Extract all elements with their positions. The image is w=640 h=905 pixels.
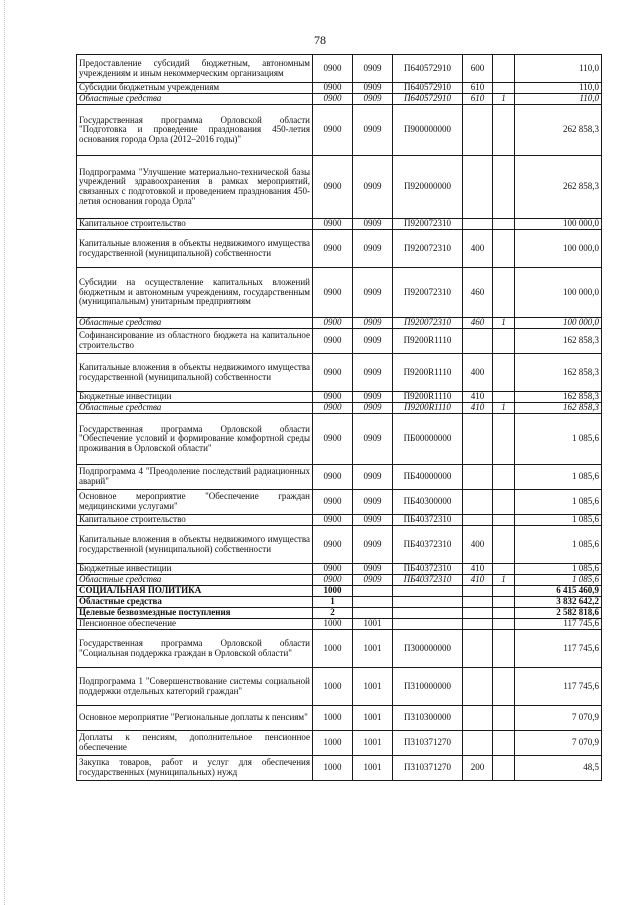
- target-article-cell: П9200R1110: [393, 392, 463, 403]
- subsection-code-cell: [353, 586, 393, 597]
- table-row: [77, 55, 602, 83]
- subsection-code-cell: 1001: [353, 731, 393, 756]
- table-row: [77, 526, 602, 564]
- amount-cell: 1 085,6: [515, 564, 602, 575]
- page-number: 78: [314, 33, 326, 47]
- amount-cell: 1 085,6: [515, 490, 602, 515]
- row-name-cell: Государственная программа Орловской области "Социальная поддержка граждан в Орловской области": [77, 630, 313, 668]
- target-article-cell: ПБ40372310: [393, 515, 463, 526]
- table-row: [77, 414, 602, 465]
- row-name-cell: Бюджетные инвестиции: [77, 564, 313, 575]
- section-code-cell: 1000: [313, 619, 353, 630]
- section-code-cell: 0900: [313, 392, 353, 403]
- source-code-cell: 1: [493, 575, 515, 586]
- subsection-code-cell: 0909: [353, 268, 393, 318]
- amount-cell: 1 085,6: [515, 515, 602, 526]
- row-name-cell: Областные средства: [77, 575, 313, 586]
- subsection-code-cell: 0909: [353, 83, 393, 94]
- section-code-cell: 0900: [313, 268, 353, 318]
- amount-cell: 6 415 460,9: [515, 586, 602, 597]
- row-name-cell: Бюджетные инвестиции: [77, 392, 313, 403]
- subsection-code-cell: 0909: [353, 414, 393, 465]
- table-body: [77, 55, 602, 781]
- target-article-cell: ПБ40372310: [393, 564, 463, 575]
- expense-type-cell: [463, 105, 493, 156]
- section-code-cell: 1000: [313, 756, 353, 781]
- amount-cell: 1 085,6: [515, 465, 602, 490]
- row-name-cell: Капитальные вложения в объекты недвижимого имущества государственной (муниципальной) собственности: [77, 354, 313, 392]
- table-row: [77, 329, 602, 354]
- amount-cell: 100 000,0: [515, 318, 602, 329]
- section-code-cell: 1000: [313, 706, 353, 731]
- section-code-cell: 1000: [313, 731, 353, 756]
- target-article-cell: П9200R1110: [393, 354, 463, 392]
- expense-type-cell: 600: [463, 55, 493, 83]
- section-code-cell: 0900: [313, 354, 353, 392]
- expense-type-cell: [463, 515, 493, 526]
- source-code-cell: [493, 526, 515, 564]
- subsection-code-cell: 0909: [353, 490, 393, 515]
- target-article-cell: П9200R1110: [393, 329, 463, 354]
- target-article-cell: ПБ40372310: [393, 526, 463, 564]
- subsection-code-cell: [353, 597, 393, 608]
- subsection-code-cell: 0909: [353, 156, 393, 219]
- row-name-cell: Субсидии бюджетным учреждениям: [77, 83, 313, 94]
- source-code-cell: [493, 515, 515, 526]
- table-row: [77, 731, 602, 756]
- section-code-cell: 0900: [313, 219, 353, 230]
- section-code-cell: 0900: [313, 515, 353, 526]
- source-code-cell: [493, 586, 515, 597]
- source-code-cell: [493, 608, 515, 619]
- section-code-cell: 1000: [313, 630, 353, 668]
- subsection-code-cell: 1001: [353, 630, 393, 668]
- expense-type-cell: 400: [463, 526, 493, 564]
- table-row: [77, 219, 602, 230]
- section-code-cell: 2: [313, 608, 353, 619]
- scan-margin-line: [4, 0, 6, 905]
- source-code-cell: [493, 465, 515, 490]
- target-article-cell: [393, 608, 463, 619]
- target-article-cell: П640572910: [393, 55, 463, 83]
- target-article-cell: [393, 586, 463, 597]
- amount-cell: 1 085,6: [515, 526, 602, 564]
- subsection-code-cell: 1001: [353, 706, 393, 731]
- table-row: [77, 465, 602, 490]
- subsection-code-cell: 0909: [353, 318, 393, 329]
- row-name-cell: Капитальные вложения в объекты недвижимого имущества государственной (муниципальной) собственности: [77, 230, 313, 268]
- section-code-cell: 0900: [313, 403, 353, 414]
- table-row: [77, 515, 602, 526]
- amount-cell: 2 582 818,6: [515, 608, 602, 619]
- table-row: [77, 756, 602, 781]
- source-code-cell: [493, 105, 515, 156]
- section-code-cell: 0900: [313, 105, 353, 156]
- amount-cell: 117 745,6: [515, 630, 602, 668]
- subsection-code-cell: 0909: [353, 403, 393, 414]
- row-name-cell: Подпрограмма 4 "Преодоление последствий радиационных аварий": [77, 465, 313, 490]
- target-article-cell: П310371270: [393, 731, 463, 756]
- source-code-cell: [493, 83, 515, 94]
- expense-type-cell: [463, 586, 493, 597]
- target-article-cell: П920072310: [393, 318, 463, 329]
- amount-cell: 110,0: [515, 94, 602, 105]
- target-article-cell: П920000000: [393, 156, 463, 219]
- table-row: [77, 156, 602, 219]
- subsection-code-cell: 0909: [353, 105, 393, 156]
- expense-type-cell: 460: [463, 318, 493, 329]
- expense-type-cell: 400: [463, 354, 493, 392]
- table-row: [77, 619, 602, 630]
- expense-type-cell: 410: [463, 564, 493, 575]
- subsection-code-cell: 0909: [353, 219, 393, 230]
- amount-cell: 117 745,6: [515, 619, 602, 630]
- target-article-cell: ПБ00000000: [393, 414, 463, 465]
- subsection-code-cell: 0909: [353, 515, 393, 526]
- row-name-cell: Капитальное строительство: [77, 219, 313, 230]
- section-code-cell: 0900: [313, 318, 353, 329]
- section-code-cell: 0900: [313, 526, 353, 564]
- section-code-cell: 0900: [313, 490, 353, 515]
- table-row: [77, 608, 602, 619]
- target-article-cell: П300000000: [393, 630, 463, 668]
- amount-cell: 162 858,3: [515, 329, 602, 354]
- table-row: [77, 94, 602, 105]
- section-code-cell: 0900: [313, 564, 353, 575]
- section-code-cell: 0900: [313, 575, 353, 586]
- target-article-cell: П640572910: [393, 83, 463, 94]
- section-code-cell: 0900: [313, 55, 353, 83]
- expense-type-cell: [463, 156, 493, 219]
- amount-cell: 1 085,6: [515, 575, 602, 586]
- source-code-cell: [493, 392, 515, 403]
- target-article-cell: П920072310: [393, 268, 463, 318]
- expense-type-cell: 200: [463, 756, 493, 781]
- source-code-cell: [493, 668, 515, 706]
- source-code-cell: [493, 329, 515, 354]
- row-name-cell: Основное мероприятие "Региональные доплаты к пенсиям": [77, 706, 313, 731]
- section-code-cell: 1000: [313, 668, 353, 706]
- subsection-code-cell: 0909: [353, 94, 393, 105]
- table-row: [77, 668, 602, 706]
- table-row: [77, 586, 602, 597]
- row-name-cell: Предоставление субсидий бюджетным, автономным учреждениям и иным некоммерческим организациям: [77, 55, 313, 83]
- source-code-cell: [493, 219, 515, 230]
- target-article-cell: П310000000: [393, 668, 463, 706]
- table-row: [77, 392, 602, 403]
- source-code-cell: [493, 55, 515, 83]
- source-code-cell: [493, 564, 515, 575]
- table-row: [77, 105, 602, 156]
- source-code-cell: 1: [493, 94, 515, 105]
- amount-cell: 7 070,9: [515, 731, 602, 756]
- source-code-cell: [493, 414, 515, 465]
- budget-table: [76, 54, 602, 781]
- row-name-cell: Подпрограмма 1 "Совершенствование системы социальной поддержки отдельных категорий граждан": [77, 668, 313, 706]
- subsection-code-cell: [353, 608, 393, 619]
- source-code-cell: [493, 490, 515, 515]
- row-name-cell: Областные средства: [77, 94, 313, 105]
- expense-type-cell: [463, 706, 493, 731]
- target-article-cell: [393, 619, 463, 630]
- table-row: [77, 268, 602, 318]
- source-code-cell: 1: [493, 318, 515, 329]
- row-name-cell: Областные средства: [77, 597, 313, 608]
- subsection-code-cell: 0909: [353, 526, 393, 564]
- expense-type-cell: [463, 668, 493, 706]
- target-article-cell: П920072310: [393, 230, 463, 268]
- expense-type-cell: 460: [463, 268, 493, 318]
- source-code-cell: [493, 619, 515, 630]
- row-name-cell: Целевые безвозмездные поступления: [77, 608, 313, 619]
- expense-type-cell: [463, 619, 493, 630]
- expense-type-cell: 410: [463, 575, 493, 586]
- subsection-code-cell: 1001: [353, 668, 393, 706]
- table-row: [77, 575, 602, 586]
- subsection-code-cell: 0909: [353, 329, 393, 354]
- section-code-cell: 0900: [313, 156, 353, 219]
- target-article-cell: П310371270: [393, 756, 463, 781]
- subsection-code-cell: 0909: [353, 465, 393, 490]
- amount-cell: 262 858,3: [515, 105, 602, 156]
- section-code-cell: 0900: [313, 414, 353, 465]
- amount-cell: 262 858,3: [515, 156, 602, 219]
- expense-type-cell: [463, 597, 493, 608]
- expense-type-cell: [463, 608, 493, 619]
- target-article-cell: ПБ40300000: [393, 490, 463, 515]
- amount-cell: 117 745,6: [515, 668, 602, 706]
- section-code-cell: 1: [313, 597, 353, 608]
- expense-type-cell: [463, 731, 493, 756]
- subsection-code-cell: 0909: [353, 354, 393, 392]
- source-code-cell: [493, 230, 515, 268]
- amount-cell: 162 858,3: [515, 403, 602, 414]
- table-row: [77, 597, 602, 608]
- expense-type-cell: [463, 630, 493, 668]
- table-row: [77, 490, 602, 515]
- table-row: [77, 630, 602, 668]
- row-name-cell: Основное мероприятие "Обеспечение граждан медицинскими услугами": [77, 490, 313, 515]
- table-row: [77, 354, 602, 392]
- expense-type-cell: 610: [463, 94, 493, 105]
- table-row: [77, 564, 602, 575]
- expense-type-cell: 610: [463, 83, 493, 94]
- table-row: [77, 403, 602, 414]
- amount-cell: 7 070,9: [515, 706, 602, 731]
- expense-type-cell: 410: [463, 403, 493, 414]
- section-code-cell: 0900: [313, 230, 353, 268]
- section-code-cell: 0900: [313, 94, 353, 105]
- target-article-cell: П920072310: [393, 219, 463, 230]
- table-row: [77, 706, 602, 731]
- subsection-code-cell: 0909: [353, 55, 393, 83]
- row-name-cell: Подпрограмма "Улучшение материально-технической базы учреждений здравоохранения в рамках мероприятий, связанных с подготовкой и проведением празднования 450-летия основания города Орла": [77, 156, 313, 219]
- expense-type-cell: [463, 414, 493, 465]
- section-code-cell: 0900: [313, 83, 353, 94]
- target-article-cell: П900000000: [393, 105, 463, 156]
- subsection-code-cell: 0909: [353, 564, 393, 575]
- expense-type-cell: [463, 329, 493, 354]
- expense-type-cell: 410: [463, 392, 493, 403]
- target-article-cell: П9200R1110: [393, 403, 463, 414]
- amount-cell: 100 000,0: [515, 268, 602, 318]
- subsection-code-cell: 0909: [353, 230, 393, 268]
- amount-cell: 3 832 642,2: [515, 597, 602, 608]
- row-name-cell: Софинансирование из областного бюджета на капитальное строительство: [77, 329, 313, 354]
- source-code-cell: [493, 597, 515, 608]
- target-article-cell: П640572910: [393, 94, 463, 105]
- row-name-cell: Областные средства: [77, 318, 313, 329]
- amount-cell: 100 000,0: [515, 230, 602, 268]
- section-code-cell: 0900: [313, 329, 353, 354]
- source-code-cell: [493, 756, 515, 781]
- row-name-cell: Государственная программа Орловской области "Обеспечение условий и формирование комфортной среды проживания в Орловской области": [77, 414, 313, 465]
- source-code-cell: [493, 630, 515, 668]
- amount-cell: 1 085,6: [515, 414, 602, 465]
- subsection-code-cell: 1001: [353, 756, 393, 781]
- target-article-cell: [393, 597, 463, 608]
- table-row: [77, 318, 602, 329]
- source-code-cell: 1: [493, 403, 515, 414]
- amount-cell: 162 858,3: [515, 392, 602, 403]
- target-article-cell: ПБ40372310: [393, 575, 463, 586]
- row-name-cell: Областные средства: [77, 403, 313, 414]
- row-name-cell: Капитальное строительство: [77, 515, 313, 526]
- row-name-cell: СОЦИАЛЬНАЯ ПОЛИТИКА: [77, 586, 313, 597]
- amount-cell: 100 000,0: [515, 219, 602, 230]
- row-name-cell: Доплаты к пенсиям, дополнительное пенсионное обеспечение: [77, 731, 313, 756]
- expense-type-cell: 400: [463, 230, 493, 268]
- source-code-cell: [493, 706, 515, 731]
- section-code-cell: 0900: [313, 465, 353, 490]
- expense-type-cell: [463, 465, 493, 490]
- target-article-cell: ПБ40000000: [393, 465, 463, 490]
- subsection-code-cell: 0909: [353, 575, 393, 586]
- row-name-cell: Пенсионное обеспечение: [77, 619, 313, 630]
- amount-cell: 110,0: [515, 55, 602, 83]
- row-name-cell: Капитальные вложения в объекты недвижимого имущества государственной (муниципальной) собственности: [77, 526, 313, 564]
- amount-cell: 48,5: [515, 756, 602, 781]
- target-article-cell: П310300000: [393, 706, 463, 731]
- amount-cell: 162 858,3: [515, 354, 602, 392]
- section-code-cell: 1000: [313, 586, 353, 597]
- row-name-cell: Закупка товаров, работ и услуг для обеспечения государственных (муниципальных) нужд: [77, 756, 313, 781]
- expense-type-cell: [463, 219, 493, 230]
- amount-cell: 110,0: [515, 83, 602, 94]
- table-row: [77, 230, 602, 268]
- subsection-code-cell: 1001: [353, 619, 393, 630]
- row-name-cell: Государственная программа Орловской области "Подготовка и проведение празднования 450-летия основания города Орла (2012–2016 годы)": [77, 105, 313, 156]
- expense-type-cell: [463, 490, 493, 515]
- source-code-cell: [493, 156, 515, 219]
- source-code-cell: [493, 731, 515, 756]
- source-code-cell: [493, 268, 515, 318]
- table-row: [77, 83, 602, 94]
- subsection-code-cell: 0909: [353, 392, 393, 403]
- row-name-cell: Субсидии на осуществление капитальных вложений бюджетным и автономным учреждениям, государственным (муниципальным) унитарным предприятиям: [77, 268, 313, 318]
- source-code-cell: [493, 354, 515, 392]
